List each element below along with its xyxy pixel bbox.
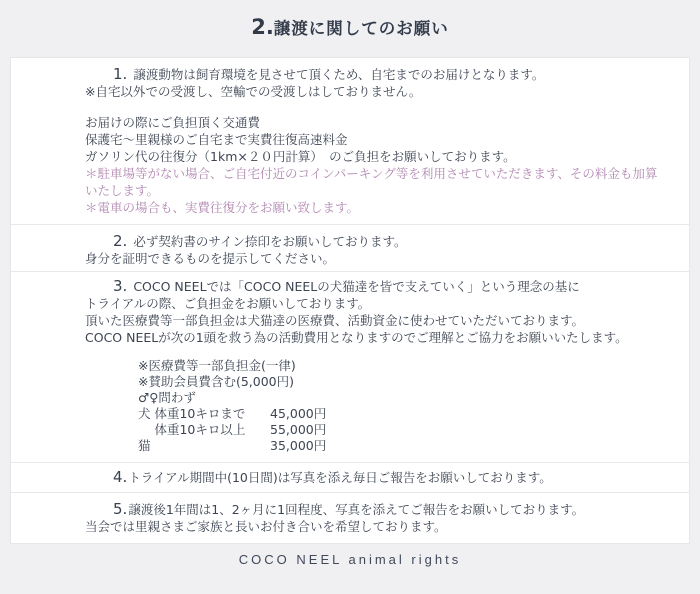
section-3-intro: COCO NEELでは「COCO NEELの犬猫達を皆で支えていく」という理念の基に [133,279,580,294]
section-4-number: 4. [113,468,128,486]
transport-line: お届けの際にご負担頂く交通費 [85,115,261,130]
title-text: 譲渡に関してのお願い [273,19,449,38]
fee-note: ♂♀問わず [138,390,196,405]
fee-label: 猫 [138,438,151,453]
section-contract [11,225,689,272]
section-3-line: 頂いた医療費等一部負担金は犬猫達の医療費、活動資金に使わせていただいております。 [85,313,585,328]
fee-row-dog-large [138,422,669,438]
section-5-number: 5. [113,500,128,518]
transport-line: ガソリン代の往復分（1km×２０円計算） のご負担をお願いしております。 [85,149,516,164]
section-3-number: 3. [113,277,128,295]
title-number: 2. [251,15,274,39]
fee-amount: 55,000円 [270,422,327,437]
pink-note-train: ＊電車の場合も、実費往復分をお願い致します。 [85,200,360,215]
section-fees [11,272,689,463]
fee-amount: 35,000円 [270,438,327,453]
pink-note-parking: ＊駐車場等がない場合、ご自宅付近のコインパーキング等を利用させていただきます、その料金も加算いたします。 [85,166,658,198]
section-2-line: 身分を証明できるものを提示してください。 [85,251,336,266]
section-1-heading [113,66,669,83]
section-1-note: ※自宅以外での受渡し、空輸での受渡しはしておりません。 [85,84,422,99]
fee-label: 体重10キロ以上 [138,422,246,437]
section-5-heading [113,501,669,518]
fee-table [138,358,669,454]
section-3-heading [113,278,669,295]
pink-notes [85,165,669,216]
section-trial-report [11,463,689,493]
content-box [10,57,690,544]
section-2-heading [113,233,669,250]
section-2-intro: 必ず契約書のサイン捺印をお願いしております。 [133,234,407,249]
section-3-line: トライアルの際、ご負担金をお願いしております。 [85,296,371,311]
transport-line: 保護宅〜里親様のご自宅まで実費往復高速料金 [85,132,348,147]
section-3-line: COCO NEELが次の1頭を救う為の活動費用となりますのでご理解とご協力をお願いいたします。 [85,330,628,345]
fee-row-cat [138,438,669,454]
section-5-intro: 譲渡後1年間は1、2ヶ月に1回程度、写真を添えてご報告をお願いしております。 [128,502,585,517]
fee-amount: 45,000円 [270,406,327,421]
section-delivery [11,58,689,225]
section-5-line: 当会では里親さまご家族と長いお付き合いを希望しております。 [85,519,447,534]
section-2-number: 2. [113,232,128,250]
fee-row-dog-small [138,406,669,422]
section-1-intro: 譲渡動物は飼育環境を見させて頂くため、自宅までのお届けとなります。 [133,67,545,82]
section-followup [11,493,689,543]
fee-note: ※医療費等一部負担金(一律) [138,358,296,373]
fee-note: ※賛助会員費含む(5,000円) [138,374,295,389]
site-footer-logo: COCO NEEL animal rights [238,552,462,567]
section-1-number: 1. [113,65,128,83]
section-4-heading [113,469,669,486]
section-4-intro: トライアル期間中(10日間)は写真を添え毎日ご報告をお願いしております。 [128,470,552,485]
page-title [0,0,700,57]
fee-label: 犬 体重10キロまで [138,406,246,421]
transport-cost-paragraph [85,114,669,165]
